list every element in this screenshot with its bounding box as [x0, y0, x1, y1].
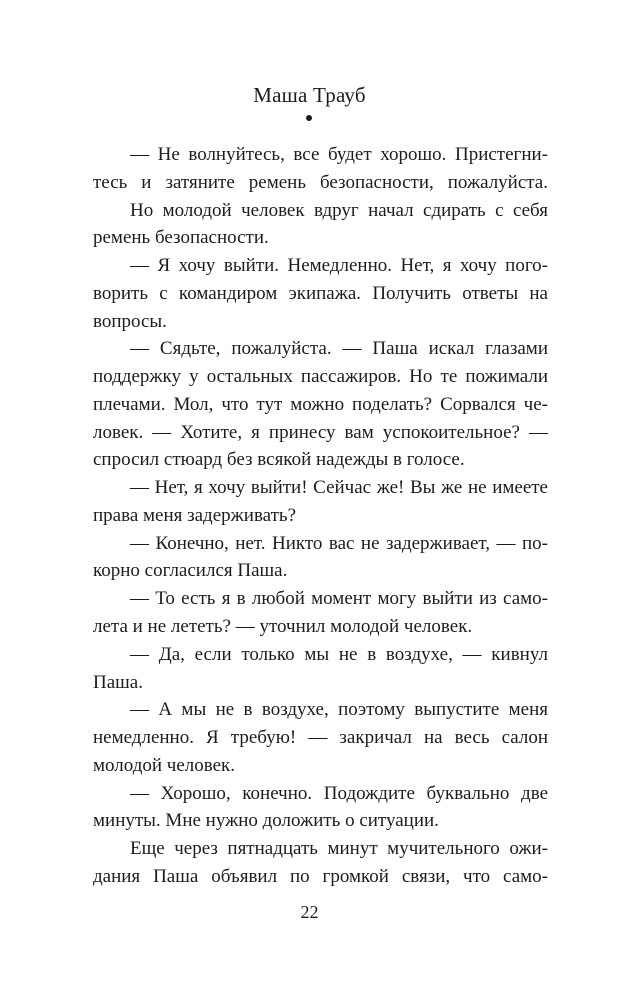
text-line: Паша.	[93, 671, 143, 693]
text-line: Но молодой человек вдруг начал сдирать с себя	[130, 199, 548, 221]
paragraph	[93, 335, 548, 474]
text-line: — Конечно, нет. Никто вас не задерживает, — по-	[130, 532, 548, 554]
text-line: — А мы не в воздухе, поэтому выпустите меня	[130, 699, 548, 721]
text-line: плечами. Мол, что тут можно поделать? Сорвался че-	[93, 393, 548, 415]
text-line: корно согласился Паша.	[93, 560, 288, 582]
text-line: вопросы.	[93, 310, 167, 332]
text-line: лета и не лететь? — уточнил молодой человек.	[93, 616, 473, 638]
paragraph	[93, 252, 548, 335]
paragraph	[93, 474, 548, 530]
paragraph	[93, 696, 548, 779]
text-line: — Сядьте, пожалуйста. — Паша искал глазами	[130, 338, 548, 360]
text-line: — Не волнуйтесь, все будет хорошо. Пристегни-	[130, 144, 548, 165]
text-line: ремень безопасности.	[93, 227, 269, 249]
text-line: дания Паша объявил по громкой связи, что само-	[93, 865, 548, 887]
text-line: молодой человек.	[93, 754, 236, 776]
text-line: — Да, если только мы не в воздухе, — кивнул	[130, 643, 548, 665]
text-line: ловек. — Хотите, я принесу вам успокоительное? —	[93, 421, 548, 443]
text-line: — Нет, я хочу выйти! Сейчас же! Вы же не имеете	[130, 477, 548, 499]
paragraph	[93, 141, 548, 197]
text-line: — Я хочу выйти. Немедленно. Нет, я хочу пого-	[130, 255, 548, 277]
paragraph	[93, 585, 548, 641]
text-line: Еще через пятнадцать минут мучительного ожи-	[130, 838, 548, 860]
text-line: минуты. Мне нужно доложить о ситуации.	[93, 810, 439, 832]
page-number: 22	[300, 902, 319, 922]
paragraph	[93, 641, 548, 697]
text-line: — Хорошо, конечно. Подождите буквально две	[130, 782, 548, 804]
text-line: — То есть я в любой момент могу выйти из само-	[130, 588, 548, 610]
text-line: спросил стюард без всякой надежды в голосе.	[93, 449, 465, 471]
text-line: поддержку у остальных пассажиров. Но те пожимали	[93, 366, 548, 388]
running-title: Маша Трауб	[253, 83, 366, 107]
paragraph	[93, 530, 548, 586]
text-line: права меня задерживать?	[93, 504, 297, 526]
text-line: немедленно. Я требую! — закричал на весь салон	[93, 727, 548, 749]
ornament-dot	[306, 115, 312, 121]
body-text	[93, 141, 548, 891]
paragraph	[93, 780, 548, 836]
paragraph	[93, 835, 548, 891]
paragraph	[93, 197, 548, 253]
text-line: тесь и затяните ремень безопасности, пожалуйста.	[93, 171, 548, 193]
text-line: ворить с командиром экипажа. Получить ответы на	[93, 282, 548, 304]
